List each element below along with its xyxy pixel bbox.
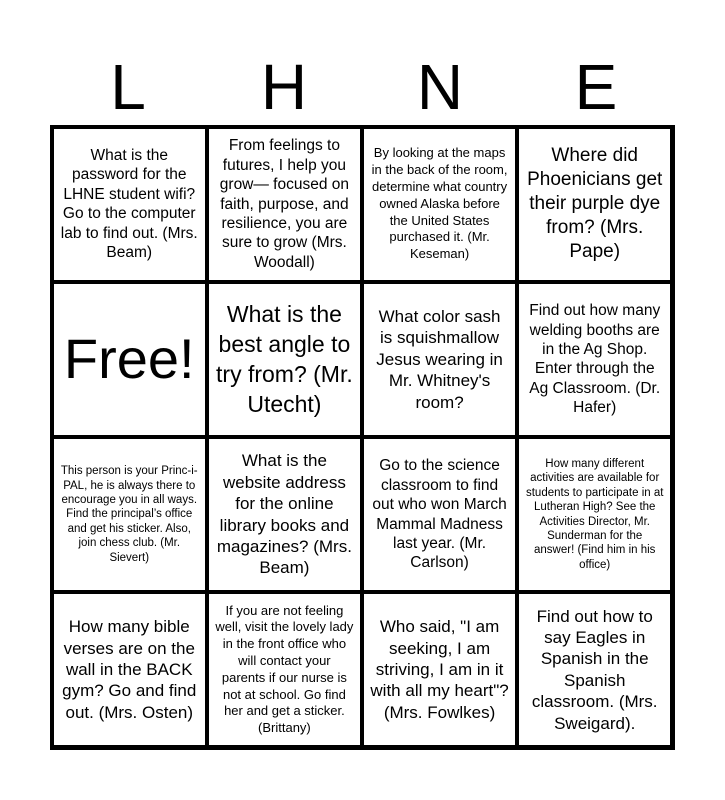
bingo-grid — [54, 129, 671, 746]
cell-text: Find out how to say Eagles in Spanish in the Spanish classroom. (Mrs. Sweigard). — [531, 606, 658, 733]
header-letter-e: E — [574, 51, 618, 123]
cell-text: How many bible verses are on the wall in the BACK gym? Go and find out. (Mrs. Osten) — [62, 617, 197, 722]
cell-text: This person is your Princ-i-PAL, he is always there to encourage you in all ways. Find the principal’s office and get his sticker. Also, join chess club. (Mr. Sievert) — [60, 465, 198, 564]
bingo-cell — [519, 439, 670, 590]
bingo-cell — [209, 439, 360, 590]
cell-text: If you are not feeling well, visit the lovely lady in the front office who will contact your parents if our nurse is not at school. Go find her and get a sticker. (Brittany) — [215, 602, 354, 736]
bingo-cell — [519, 129, 670, 280]
bingo-cell — [209, 284, 360, 435]
cell-text: Go to the science classroom to find out who won March Mammal Madness last year. (Mr. Carlson) — [372, 457, 507, 572]
cell-text: What is the password for the LHNE student wifi? Go to the computer lab to find out. (Mrs. Beam) — [60, 147, 198, 262]
header-letter-l: L — [110, 51, 146, 123]
bingo-cell — [54, 594, 205, 745]
cell-text: By looking at the maps in the back of the room, determine what country owned Alaska before the United States purchased it. (Mr. Keseman) — [371, 145, 508, 262]
bingo-cell — [364, 129, 515, 280]
bingo-cell-free — [54, 284, 205, 435]
bingo-cell — [209, 129, 360, 280]
free-space-label: Free! — [63, 327, 195, 391]
cell-text: Find out how many welding booths are in the Ag Shop. Enter through the Ag Classroom. (Dr. Hafer) — [529, 302, 661, 417]
bingo-cell — [54, 129, 205, 280]
cell-text: What is the website address for the online library books and magazines? (Mrs. Beam) — [216, 451, 352, 578]
bingo-cell — [54, 439, 205, 590]
bingo-cell — [364, 439, 515, 590]
cell-text: Where did Phoenicians get their purple dye from? (Mrs. Pape) — [527, 145, 663, 263]
header-letter-n: N — [416, 51, 464, 123]
bingo-cell — [209, 594, 360, 745]
bingo-cell — [364, 284, 515, 435]
bingo-cell — [519, 594, 670, 745]
cell-text: Who said, "I am seeking, I am striving, I am in it with all my heart"? (Mrs. Fowlkes) — [370, 617, 509, 722]
cell-text: What color sash is squishmallow Jesus wearing in Mr. Whitney's room? — [376, 306, 503, 412]
cell-text: What is the best angle to try from? (Mr. Utecht) — [216, 301, 353, 418]
header-letter-h: H — [260, 51, 308, 123]
bingo-cell — [519, 284, 670, 435]
bingo-cell — [364, 594, 515, 745]
bingo-card — [50, 125, 675, 750]
cell-text: How many different activities are available for students to participate in at Lutheran High? See the Activities Director, Mr. Sunderman for the answer! (Find him in his office) — [525, 457, 664, 571]
bingo-header — [50, 50, 675, 125]
cell-text: From feelings to futures, I help you grow— focused on faith, purpose, and resilience, you are sure to grow (Mrs. Woodall) — [219, 137, 350, 271]
